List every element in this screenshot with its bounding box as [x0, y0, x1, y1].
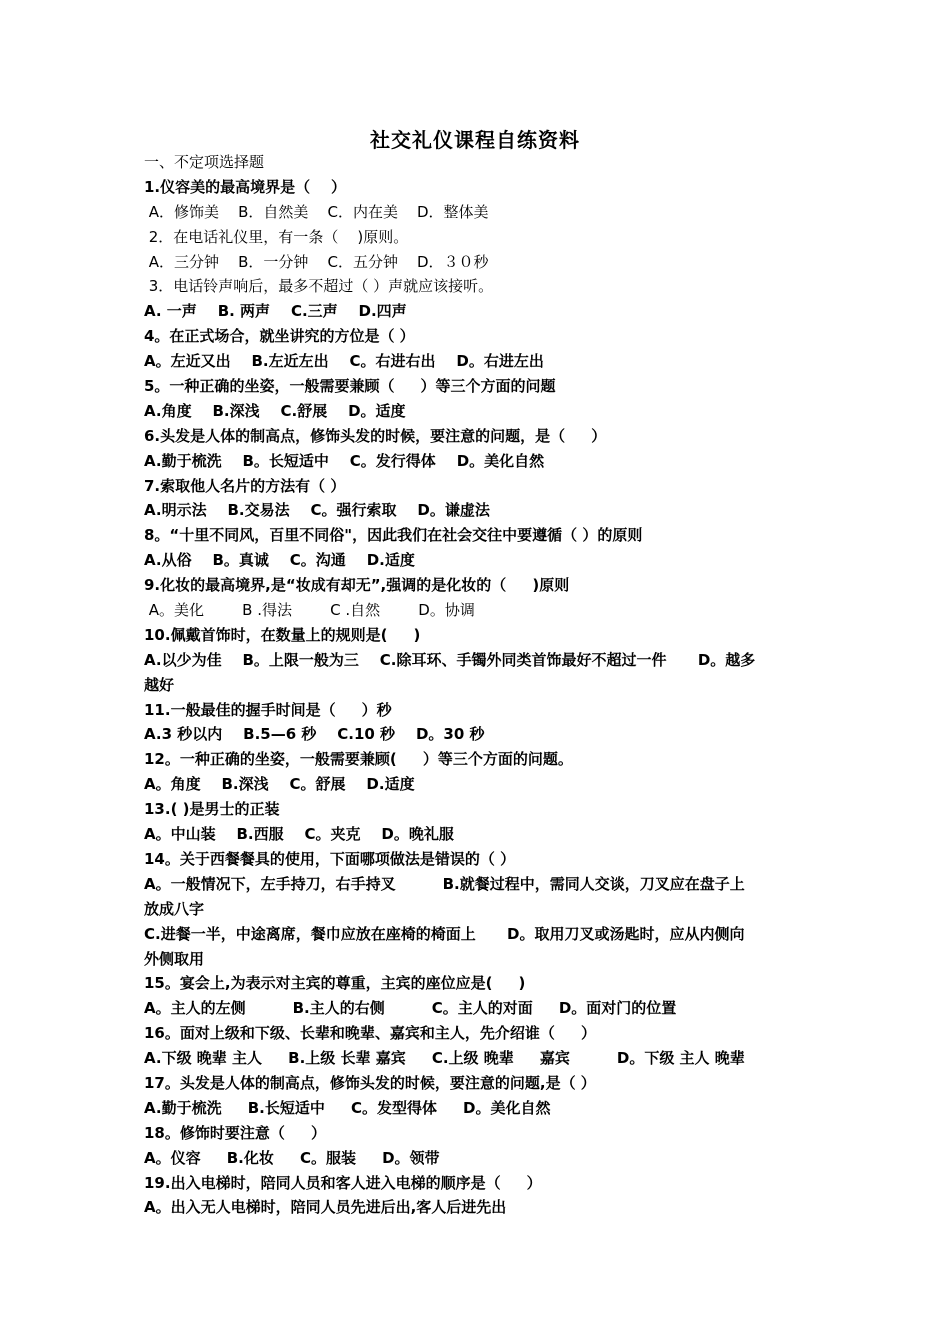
text-line: A.勤于梳洗 B。长短适中 C。发行得体 D。美化自然 — [144, 451, 545, 470]
text-line: 10.佩戴首饰时，在数量上的规则是( ) — [144, 625, 421, 644]
text-line: A.3 秒以内 B.5—6 秒 C.10 秒 D。30 秒 — [144, 725, 485, 744]
text-line: A。左近又出 B.左近左出 C。右进右出 D。右进左出 — [144, 352, 544, 371]
text-line: A。主人的左侧 B.主人的右侧 C。主人的对面 D。面对门的位置 — [144, 999, 677, 1018]
text-line: A。仪容 B.化妆 C。服装 D。领带 — [144, 1148, 440, 1167]
text-line: A。美化 B .得法 C .自然 D。协调 — [144, 601, 475, 620]
text-line: 5。一种正确的坐姿，一般需要兼顾（ ）等三个方面的问题 — [144, 377, 556, 396]
text-line: A。中山装 B.西服 C。夹克 D。晚礼服 — [144, 825, 454, 844]
text-line: A.角度 B.深浅 C.舒展 D。适度 — [144, 401, 406, 420]
text-line: A.以少为佳 B。上限一般为三 C.除耳环、手镯外同类首饰最好不超过一件 D。越多 — [144, 650, 756, 669]
text-line: 1.仪容美的最高境界是（ ） — [144, 177, 347, 196]
text-line: A。出入无人电梯时，陪同人员先进后出,客人后进先出 — [144, 1198, 507, 1217]
text-line: 4。在正式场合，就坐讲究的方位是（ ） — [144, 327, 415, 346]
text-line: 一、不定项选择题 — [144, 153, 265, 171]
text-line: 6.头发是人体的制高点，修饰头发的时候，要注意的问题，是（ ） — [144, 426, 607, 445]
text-line: A.从俗 B。真诚 C。沟通 D.适度 — [144, 551, 415, 570]
text-line: A.勤于梳洗 B.长短适中 C。发型得体 D。美化自然 — [144, 1098, 551, 1117]
text-line: 2．在电话礼仪里，有一条（ )原则。 — [144, 227, 409, 246]
text-line: 3．电话铃声响后，最多不超过（ ）声就应该接听。 — [144, 277, 494, 296]
document-title: 社交礼仪课程自练资料 — [370, 128, 580, 152]
text-line: 13.( )是男士的正装 — [144, 800, 280, 819]
text-line: A. 一声 B. 两声 C.三声 D.四声 — [144, 302, 407, 321]
text-line: A.明示法 B.交易法 C。强行索取 D。谦虚法 — [144, 501, 490, 520]
text-line: C.进餐一半，中途离席，餐巾应放在座椅的椅面上 D。取用刀叉或汤匙时，应从内侧向 — [144, 924, 745, 943]
text-line: A．修饰美 B．自然美 C．内在美 D．整体美 — [144, 202, 489, 221]
text-line: A.下级 晚辈 主人 B.上级 长辈 嘉宾 C.上级 晚辈 嘉宾 D。下级 主人 晚辈 — [144, 1049, 745, 1068]
text-line: 12。一种正确的坐姿，一般需要兼顾( ）等三个方面的问题。 — [144, 750, 573, 769]
text-line: 9.化妆的最高境界,是“妆成有却无”,强调的是化妆的（ )原则 — [144, 576, 570, 595]
text-line: 17。头发是人体的制高点，修饰头发的时候，要注意的问题,是（ ） — [144, 1073, 596, 1092]
text-line: 外侧取用 — [144, 949, 205, 968]
text-line: A．三分钟 B．一分钟 C．五分钟 D．３０秒 — [144, 252, 489, 271]
text-line: 14。关于西餐餐具的使用，下面哪项做法是错误的（ ） — [144, 849, 516, 868]
text-line: 8。“十里不同风，百里不同俗"，因此我们在社会交往中要遵循（ ）的原则 — [144, 526, 643, 545]
text-line: 放成八字 — [144, 899, 205, 918]
text-line: A。一般情况下，左手持刀，右手持叉 B.就餐过程中，需同人交谈，刀叉应在盘子上 — [144, 874, 745, 893]
text-line: 15。宴会上,为表示对主宾的尊重，主宾的座位应是( ) — [144, 974, 526, 993]
text-line: 19.出入电梯时，陪同人员和客人进入电梯的顺序是（ ） — [144, 1173, 542, 1192]
text-line: 16。面对上级和下级、长辈和晚辈、嘉宾和主人，先介绍谁（ ） — [144, 1024, 596, 1043]
document-body — [144, 150, 812, 1220]
text-line: 越好 — [144, 675, 175, 694]
text-line: A。角度 B.深浅 C。舒展 D.适度 — [144, 775, 415, 794]
text-line: 18。修饰时要注意（ ） — [144, 1123, 326, 1142]
text-line: 7.索取他人名片的方法有（ ） — [144, 476, 346, 495]
text-line: 11.一般最佳的握手时间是（ ）秒 — [144, 700, 392, 719]
